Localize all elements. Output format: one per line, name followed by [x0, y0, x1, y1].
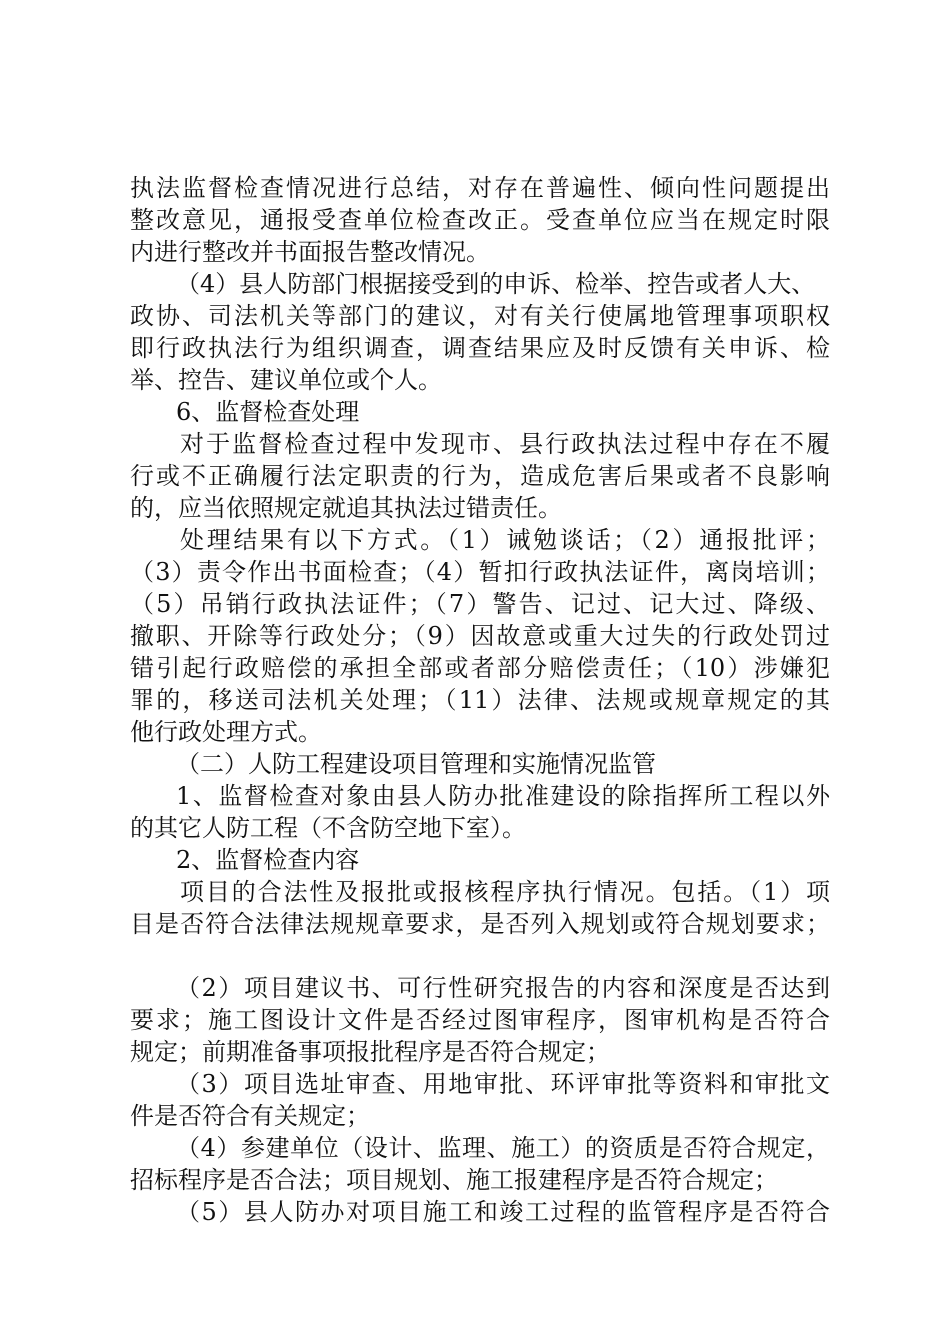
text-line: 的，应当依照规定就追其执法过错责任。: [130, 494, 562, 522]
text-line: 件是否符合有关规定；: [130, 1102, 370, 1130]
text-line: 行或不正确履行法定职责的行为，造成危害后果或者不良影响: [130, 462, 830, 490]
text-line: 目是否符合法律法规规章要求，是否列入规划或符合规划要求；: [130, 910, 830, 938]
text-line: 的其它人防工程（不含防空地下室）。: [130, 814, 526, 842]
text-line: （4）参建单位（设计、监理、施工）的资质是否符合规定，: [176, 1134, 830, 1162]
text-line: （3）责令作出书面检查；（4）暂扣行政执法证件，离岗培训；: [130, 558, 830, 586]
text-line: （4）县人防部门根据接受到的申诉、检举、控告或者人大、: [176, 270, 816, 298]
text-line: 项目的合法性及报批或报核程序执行情况。包括。（1）项: [180, 878, 830, 906]
text-line: （5）吊销行政执法证件；（7）警告、记过、记大过、降级、: [130, 590, 830, 618]
text-line: （2）项目建议书、可行性研究报告的内容和深度是否达到: [176, 974, 830, 1002]
text-line: 他行政处理方式。: [130, 718, 322, 746]
text-line: 招标程序是否合法；项目规划、施工报建程序是否符合规定；: [130, 1166, 778, 1194]
text-line: 规定；前期准备事项报批程序是否符合规定；: [130, 1038, 610, 1066]
text-line: 内进行整改并书面报告整改情况。: [130, 238, 490, 266]
section-heading: 6、监督检查处理: [176, 398, 360, 426]
text-line: 政协、司法机关等部门的建议，对有关行使属地管理事项职权: [130, 302, 830, 330]
text-line: 罪的，移送司法机关处理；（11）法律、法规或规章规定的其: [130, 686, 830, 714]
text-line: 要求；施工图设计文件是否经过图审程序，图审机构是否符合: [130, 1006, 830, 1034]
text-line: （5）县人防办对项目施工和竣工过程的监管程序是否符合: [176, 1198, 830, 1226]
text-line: 错引起行政赔偿的承担全部或者部分赔偿责任；（10）涉嫌犯: [130, 654, 830, 682]
text-line: 处理结果有以下方式。（1）诫勉谈话；（2）通报批评；: [180, 526, 830, 554]
text-line: 执法监督检查情况进行总结，对存在普遍性、倾向性问题提出: [130, 174, 830, 202]
text-line: 1、监督检查对象由县人防办批准建设的除指挥所工程以外: [176, 782, 830, 810]
text-line: 撤职、开除等行政处分；（9）因故意或重大过失的行政处罚过: [130, 622, 830, 650]
text-line: 即行政执法行为组织调查，调查结果应及时反馈有关申诉、检: [130, 334, 830, 362]
section-heading: （二）人防工程建设项目管理和实施情况监管: [176, 750, 656, 778]
text-line: （3）项目选址审查、用地审批、环评审批等资料和审批文: [176, 1070, 830, 1098]
text-line: 对于监督检查过程中发现市、县行政执法过程中存在不履: [180, 430, 830, 458]
text-line: 举、控告、建议单位或个人。: [130, 366, 442, 394]
text-line: 整改意见，通报受查单位检查改正。受查单位应当在规定时限: [130, 206, 830, 234]
section-heading: 2、监督检查内容: [176, 846, 360, 874]
